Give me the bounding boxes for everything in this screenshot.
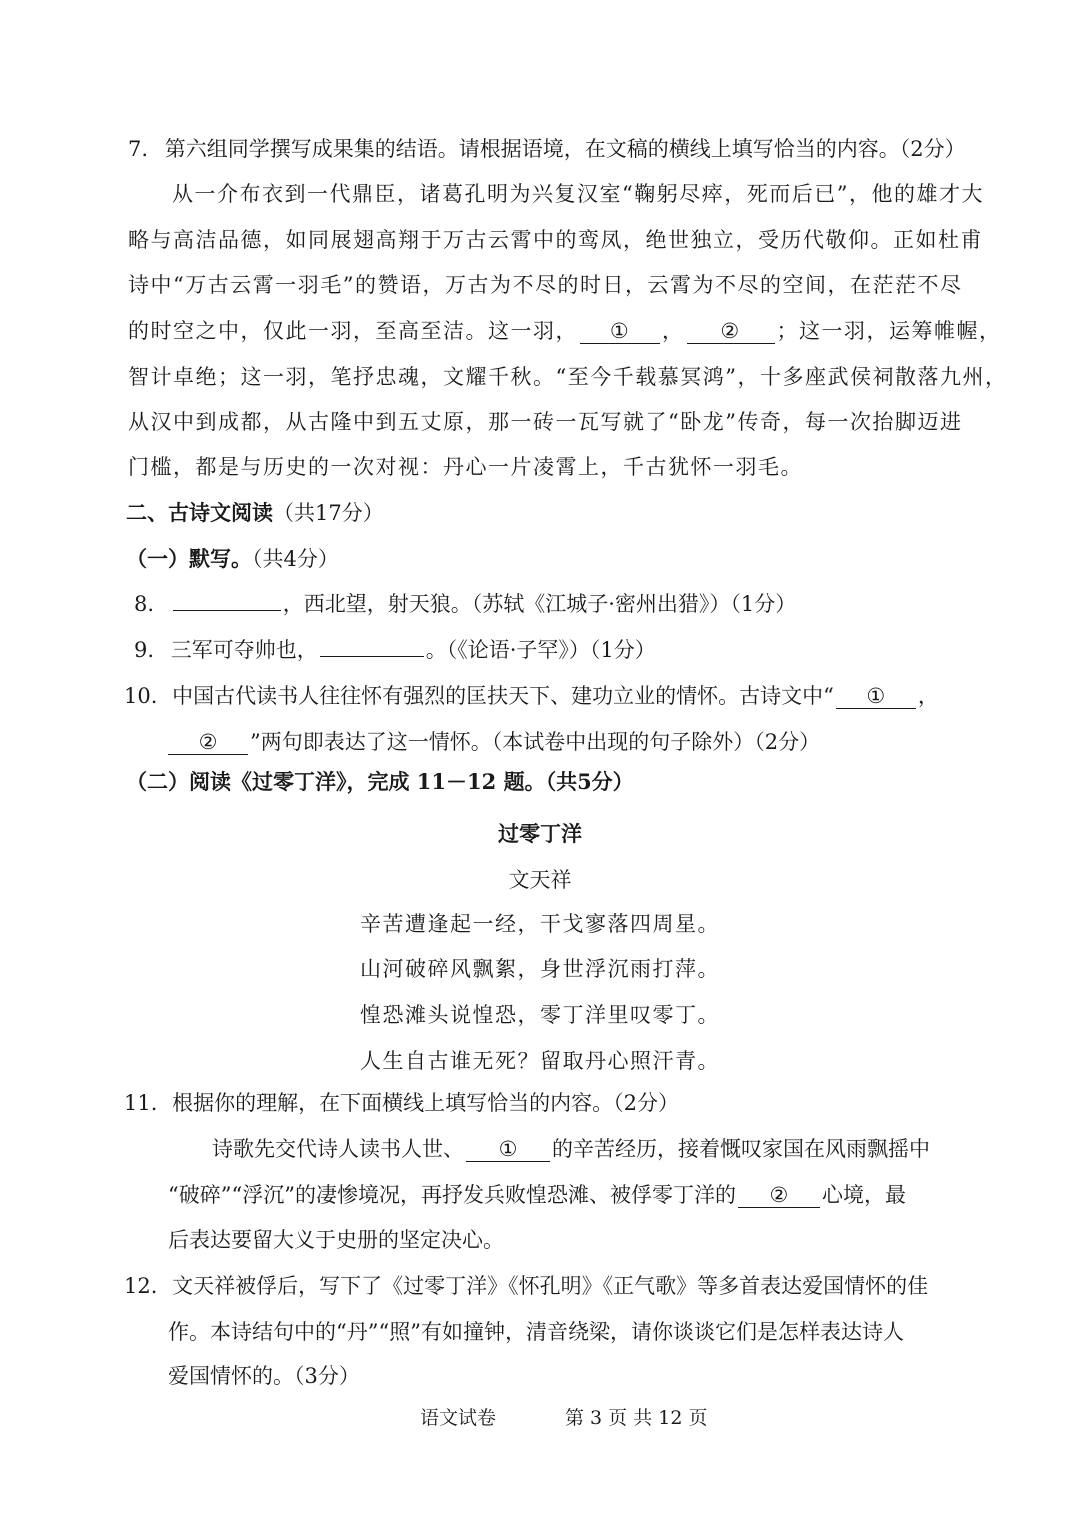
poem-title: 过零丁洋 (498, 821, 582, 846)
question-text: 心境，最 (821, 1183, 906, 1207)
subsection-title: （一）默写。 (126, 546, 252, 571)
answer-blank[interactable]: ① (466, 1137, 550, 1162)
question-text: “破碎”“浮沉”的凄惨境况，再抒发兵败惶恐滩、被俘零丁洋的 (168, 1183, 736, 1207)
answer-blank[interactable]: ② (168, 730, 248, 755)
poem-line: 辛苦遭逢起一经，干戈寥落四周星。 (360, 912, 720, 936)
page-number: 第 3 页 共 12 页 (565, 1407, 708, 1429)
question-number: 7. (128, 137, 149, 161)
passage-line: 从汉中到成都，从古隆中到五丈原，那一砖一瓦写就了“卧龙”传奇，每一次抬脚迈进 (128, 410, 963, 434)
poem-line: 山河破碎风飘絮，身世浮沉雨打萍。 (360, 957, 720, 981)
footer-title: 语文试卷 (420, 1407, 497, 1429)
passage-text: 的时空之中，仅此一羽，至高至洁。这一羽， (128, 319, 578, 343)
passage-line: 从一介布衣到一代鼎臣，诸葛孔明为兴复汉室“鞠躬尽瘁，死而后已”，他的雄才大 (172, 182, 984, 206)
question-number: 11. (124, 1091, 158, 1115)
question-10 (124, 682, 939, 710)
subsection-score: （共4分） (252, 547, 339, 571)
question-number: 9. (134, 638, 155, 662)
subsection-heading (126, 545, 339, 573)
question-8 (134, 590, 796, 618)
poem-line: 惶恐滩头说惶恐，零丁洋里叹零丁。 (360, 1003, 720, 1027)
answer-blank[interactable]: ① (836, 684, 916, 709)
answer-blank[interactable]: ① (580, 319, 660, 344)
section-score: （共17分） (273, 501, 384, 525)
question-text: ”两句即表达了这一情怀。（本试卷中出现的句子除外）（2分） (250, 730, 821, 754)
question-text: 中国古代读书人往往怀有强烈的匡扶天下、建功立业的情怀。古诗文中“ (172, 684, 834, 708)
passage-text: ；这一羽，运筹帷幄， (776, 319, 1002, 343)
question-9 (134, 636, 656, 664)
passage-text: ， (662, 319, 685, 343)
answer-blank[interactable] (173, 610, 281, 611)
question-number: 8. (134, 592, 155, 616)
question-text: 诗歌先交代诗人读书人世、 (212, 1137, 464, 1161)
poem-line: 人生自古谁无死？留取丹心照汗青。 (360, 1049, 720, 1073)
question-text: ，西北望，射天狼。（苏轼《江城子·密州出猎》）（1分） (282, 592, 797, 616)
passage-line: 智计卓绝；这一羽，笔抒忠魂，文耀千秋。“至今千载慕冥鸿”，十多座武侯祠散落九州， (128, 365, 1008, 389)
question-number: 10. (124, 684, 158, 708)
subsection-heading: （二）阅读《过零丁洋》，完成 11－12 题。（共5分） (126, 769, 634, 794)
passage-line: 诗中“万古云霄一羽毛”的赞语，万古为不尽的时日，云霄为不尽的空间，在茫茫不尽 (128, 273, 963, 297)
question-10-cont (166, 728, 820, 756)
question-text: 第六组同学撰写成果集的结语。请根据语境，在文稿的横线上填写恰当的内容。（2分） (164, 137, 966, 161)
question-text: 的辛苦经历，接着慨叹家国在风雨飘摇中 (552, 1137, 930, 1161)
question-7 (128, 135, 966, 163)
answer-blank[interactable] (320, 656, 424, 657)
question-11-line (212, 1135, 930, 1163)
question-text: ， (917, 684, 939, 708)
question-12-line: 爱国情怀的。（3分） (168, 1364, 360, 1388)
question-number: 12. (124, 1274, 158, 1298)
passage-line: 门槛，都是与历史的一次对视：丹心一片凌霄上，千古犹怀一羽毛。 (128, 455, 803, 479)
answer-blank[interactable]: ② (687, 319, 775, 344)
question-text: 文天祥被俘后，写下了《过零丁洋》《怀孔明》《正气歌》等多首表达爱国情怀的佳 (172, 1274, 929, 1298)
question-12 (124, 1272, 928, 1300)
question-text: 根据你的理解，在下面横线上填写恰当的内容。（2分） (172, 1091, 679, 1115)
question-11-line: 后表达要留大义于史册的坚定决心。 (168, 1228, 504, 1252)
question-text: 三军可夺帅也， (170, 638, 318, 662)
section-heading (126, 499, 384, 527)
answer-blank[interactable]: ② (738, 1183, 820, 1208)
question-11-line (168, 1181, 906, 1209)
question-text: 。（《论语·子罕》）（1分） (425, 638, 656, 662)
passage-line (128, 317, 1002, 345)
poem-author: 文天祥 (508, 868, 572, 892)
passage-line: 略与高洁品德，如同展翅高翔于万古云霄中的鸾凤，绝世独立，受历代敬仰。正如杜甫 (128, 228, 983, 252)
question-11 (124, 1089, 679, 1117)
section-title: 二、古诗文阅读 (126, 500, 273, 525)
question-12-line: 作。本诗结句中的“丹”“照”有如撞钟，清音绕梁，请你谈谈它们是怎样表达诗人 (168, 1320, 904, 1344)
